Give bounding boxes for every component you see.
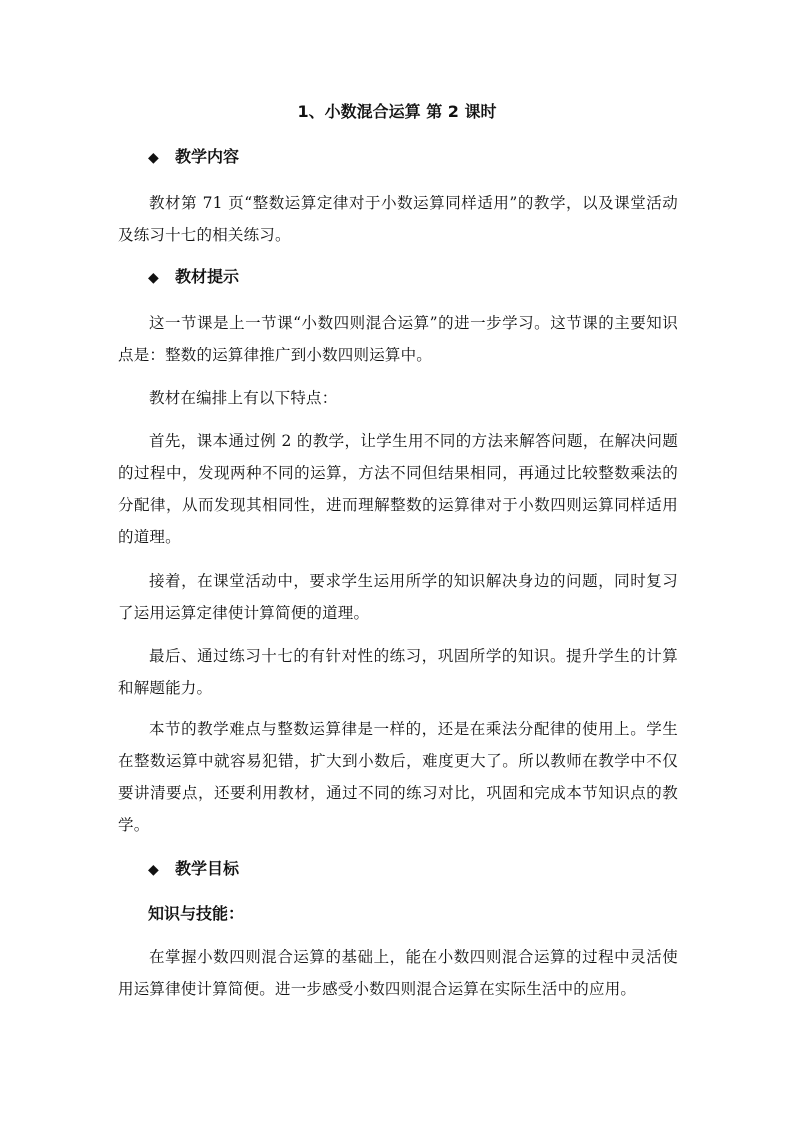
diamond-bullet-icon: ◆ (148, 270, 159, 286)
paragraph: 首先，课本通过例 2 的教学，让学生用不同的方法来解答问题，在解决问题的过程中，发现两种不同的运算，方法不同但结果相同，再通过比较整数乘法的分配律，从而发现其相同性，进而理解整数的运算律对于小数四则运算同样适用的道理。 (118, 432, 678, 546)
diamond-bullet-icon: ◆ (148, 862, 159, 878)
paragraph: 本节的教学难点与整数运算律是一样的，还是在乘法分配律的使用上。学生在整数运算中就容易犯错，扩大到小数后，难度更大了。所以教师在教学中不仅要讲清要点，还要利用教材，通过不同的练习对比，巩固和完成本节知识点的教学。 (118, 720, 678, 834)
section-heading-objectives (148, 855, 239, 884)
subheading-knowledge-skills: 知识与技能： (148, 904, 245, 923)
paragraph: 接着，在课堂活动中，要求学生运用所学的知识解决身边的问题，同时复习了运用运算定律使计算简便的道理。 (118, 572, 678, 622)
paragraph: 在掌握小数四则混合运算的基础上，能在小数四则混合运算的过程中灵活使用运算律使计算简便。进一步感受小数四则混合运算在实际生活中的应用。 (118, 948, 678, 998)
paragraph: 教材在编排上有以下特点： (149, 389, 338, 407)
section-heading-content (148, 143, 239, 172)
paragraph: 这一节课是上一节课“小数四则混合运算”的进一步学习。这节课的主要知识点是：整数的运算律推广到小数四则运算中。 (118, 314, 678, 364)
paragraph: 最后、通过练习十七的有针对性的练习，巩固所学的知识。提升学生的计算和解题能力。 (118, 647, 678, 697)
section-heading-label: 教学内容 (175, 147, 240, 166)
section-heading-textbook-notes (148, 263, 239, 292)
section-heading-label: 教学目标 (175, 859, 240, 878)
paragraph: 教材第 71 页“整数运算定律对于小数运算同样适用”的教学，以及课堂活动及练习十七的相关练习。 (118, 194, 678, 244)
section-heading-label: 教材提示 (175, 267, 240, 286)
page-title: 1、小数混合运算 第 2 课时 (297, 102, 497, 121)
diamond-bullet-icon: ◆ (148, 150, 159, 166)
